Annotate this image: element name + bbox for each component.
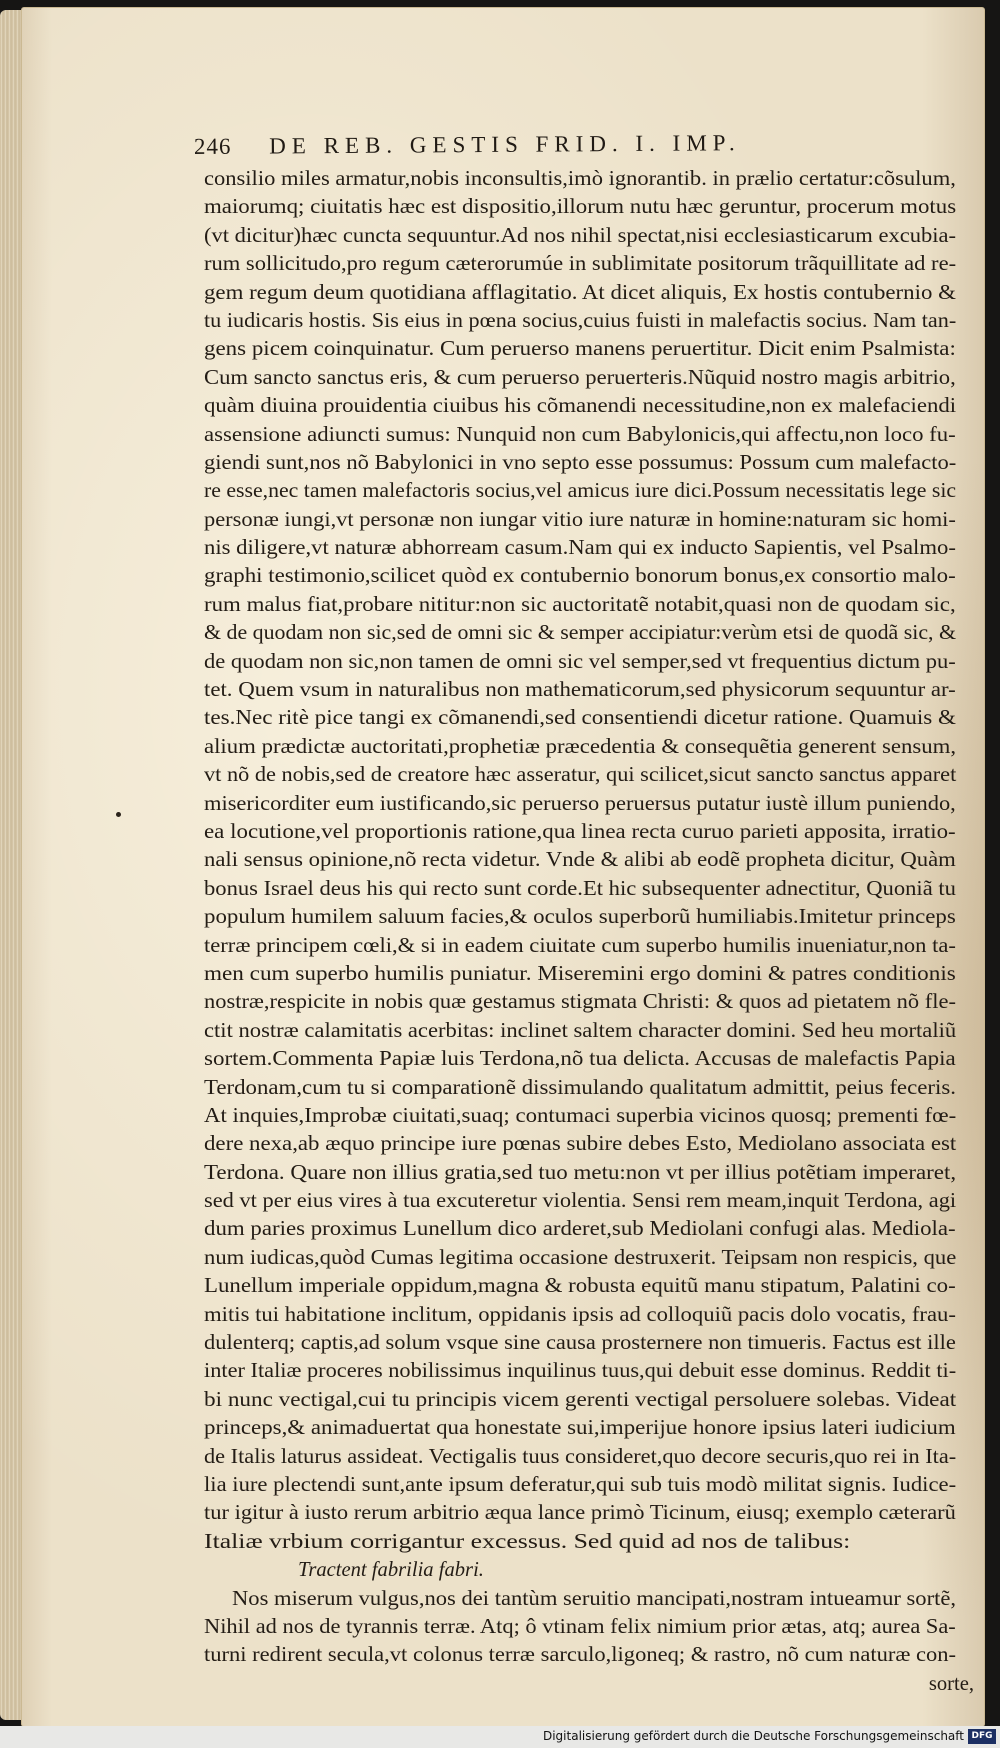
text-line: de quodam non sic,non tamen de omni sic vel semper,sed vt frequentius dictum pu- bbox=[204, 650, 956, 673]
page-number: 246 bbox=[193, 133, 232, 159]
text-line: graphi testimonio,scilicet quòd ex contubernio bonorum bonus,ex consortio malo- bbox=[204, 565, 956, 588]
text-line: rum sollicitudo,pro regum cæterorumúe in sublimitate positorum trãquillitate ad re- bbox=[204, 253, 957, 276]
body-text bbox=[204, 165, 974, 1698]
margin-mark bbox=[116, 812, 121, 817]
text-line: ctit nostræ calamitatis acerbitas: inclinet saltem character domini. Sed heu mortaliũ bbox=[204, 1019, 957, 1042]
text-line: sorte, bbox=[928, 1672, 974, 1695]
text-line: Terdonam,cum tu si comparationẽ dissimulando qualitatum admittit, peius feceris. bbox=[204, 1076, 956, 1099]
text-line: ea locutione,vel proportionis ratione,qua linea recta curuo parieti apposita, irratio- bbox=[204, 820, 956, 843]
text-line: misericorditer eum iustificando,sic peruerso peruersus putatur iustè illum puniendo, bbox=[204, 792, 956, 815]
text-line: bonus Israel deus his qui recto sunt corde.Et hic subsequenter adnectitur, Quoniã tu bbox=[204, 877, 956, 900]
text-line: At inquies,Improbæ ciuitati,suaq; contumaci superbia vicinos quosq; prementi fœ- bbox=[204, 1104, 957, 1127]
text-line: sed vt per eius vires à tua excuteretur violentia. Sensi rem meam,inquit Terdona, agi bbox=[204, 1190, 957, 1213]
text-line: gens picem coinquinatur. Cum peruerso manens peruertitur. Dicit enim Psalmista: bbox=[204, 338, 956, 361]
text-line: men cum superbo humilis puniatur. Miseremini ergo domini & patres conditionis bbox=[204, 962, 956, 985]
text-line: tes.Nec ritè pice tangi ex cõmanendi,sed consentiendi dicetur ratione. Quamuis & bbox=[204, 707, 956, 730]
text-line: bi nunc vectigal,cui tu principis vicem gerenti vectigal persoluere solebas. Videat bbox=[204, 1388, 957, 1411]
running-title: DE REB. GESTIS FRID. I. IMP. bbox=[269, 130, 741, 159]
text-line: nali sensus opinione,nõ recta videtur. Vnde & alibi ab eodẽ propheta dicitur, Quàm bbox=[204, 849, 956, 872]
text-line: de Italis laturus assideat. Vectigalis tuus consideret,quo decore securis,quo rei in Ita- bbox=[204, 1445, 957, 1468]
text-line: tet. Quem vsum in naturalibus non mathematicorum,sed physicorum sequuntur ar- bbox=[204, 679, 956, 702]
text-line: dum paries proximus Lunellum dico arderet,sub Mediolani confugi alas. Mediola- bbox=[204, 1218, 956, 1241]
text-line: giendi sunt,nos nõ Babylonici in vno septo esse possumus: Possum cum malefacto- bbox=[204, 451, 957, 474]
text-line: re esse,nec tamen malefactoris socius,vel amicus iure dici.Possum necessitatis lege sic bbox=[204, 480, 957, 503]
text-line: personæ iungi,vt personæ non iungar vitio iure naturæ in homine:naturam sic homi- bbox=[204, 508, 956, 531]
text-line: quàm diuina prouidentia ciuibus his cõmanendi necessitudine,non ex malefaciendi bbox=[204, 395, 957, 418]
text-line: gem regum deum quotidiana afflagitatio. At dicet aliquis, Ex hostis contubernio & bbox=[204, 281, 956, 304]
text-line: nostræ,respicite in nobis quæ gestamus stigmata Christi: & quos ad pietatem nõ fle- bbox=[204, 991, 956, 1014]
text-line: Lunellum imperiale oppidum,magna & robusta equitũ manu stipatum, Palatini co- bbox=[204, 1275, 956, 1298]
text-line: tur igitur à iusto rerum arbitrio æqua lance primò Ticinum, eiusq; exemplo cæterarũ bbox=[204, 1502, 956, 1525]
text-line: sortem.Commenta Papiæ luis Terdona,nõ tua delicta. Accusas de malefactis Papia bbox=[204, 1048, 956, 1071]
text-line: dulenterq; captis,ad solum vsque sine causa prosternere non timueris. Factus est ille bbox=[204, 1332, 956, 1355]
footer-bar bbox=[0, 1726, 1000, 1748]
funding-credit: Digitalisierung gefördert durch die Deutsche Forschungsgemeinschaft bbox=[542, 1729, 964, 1743]
text-line: Nos miserum vulgus,nos dei tantùm seruitio mancipati,nostram intueamur sortẽ, bbox=[232, 1587, 957, 1610]
quote-line: Tractent fabrilia fabri. bbox=[298, 1559, 484, 1582]
text-line: & de quodam non sic,sed de omni sic & semper accipiatur:verùm etsi de quodã sic, & bbox=[204, 622, 957, 645]
text-line: tu iudicaris hostis. Sis eius in pœna socius,cuius fuisti in malefactis socius. Nam tan- bbox=[204, 309, 957, 332]
text-line: alium prædictæ auctoritati,prophetiæ præcedentia & consequẽtia generent sensum, bbox=[204, 735, 957, 758]
text-line: num iudicas,quòd Cumas legitima occasione destruxerit. Teipsam non respicis, que bbox=[204, 1246, 957, 1269]
text-line: assensione adiuncti sumus: Nunquid non cum Babylonicis,qui affectu,non loco fu- bbox=[204, 423, 956, 446]
text-line: terræ principem cœli,& si in eadem ciuitate cum superbo humilis inueniatur,non ta- bbox=[204, 934, 956, 957]
text-line: Cum sancto sanctus eris, & cum peruerso peruerteris.Nũquid nostro magis arbitrio, bbox=[204, 366, 956, 389]
text-line: nis diligere,vt naturæ abhorream casum.Nam qui ex inducto Sapientis, vel Psalmo- bbox=[204, 537, 956, 560]
text-line: Italiæ vrbium corrigantur excessus. Sed quid ad nos de talibus: bbox=[204, 1530, 851, 1553]
text-line: turni redirent secula,vt colonus terræ sarculo,ligoneq; & rastro, nõ cum naturæ con- bbox=[204, 1644, 957, 1667]
text-line: rum malus fiat,probare nititur:non sic auctoritatẽ notabit,quasi non de quodam sic, bbox=[204, 593, 956, 616]
text-line: lia iure plectendi sunt,ante ipsum deferatur,qui sub tuis modò militat signis. Iudice- bbox=[204, 1473, 957, 1496]
text-line: Nihil ad nos de tyrannis terræ. Atq; ô vtinam felix nimium prior ætas, atq; aurea Sa- bbox=[204, 1615, 956, 1638]
running-head bbox=[194, 129, 954, 164]
text-line: (vt dicitur)hæc cuncta sequuntur.Ad nos nihil spectat,nisi ecclesiasticarum excubia- bbox=[204, 224, 957, 247]
text-line: princeps,& animaduertat qua honestate sui,imperijue honore ipsius lateri iudicium bbox=[204, 1417, 956, 1440]
text-line: consilio miles armatur,nobis inconsultis,imò ignorantib. in prælio certatur:cõsulum, bbox=[204, 168, 956, 190]
text-line: Terdona. Quare non illius gratia,sed tuo metu:non vt per illius potẽtiam imperaret, bbox=[204, 1161, 957, 1184]
text-line: maiorumq; ciuitatis hæc est dispositio,illorum nutu hæc geruntur, procerum motus bbox=[204, 196, 957, 219]
text-line: mitis tui habitatione inclitum, oppidanis ipsis ad colloquiũ pacis dolo vocatis, frau- bbox=[204, 1303, 956, 1326]
text-line: populum humilem saluum facies,& oculos superborũ humiliabis.Imitetur princeps bbox=[204, 906, 956, 929]
dfg-logo-icon: DFG bbox=[968, 1729, 996, 1744]
text-line: dere nexa,ab æquo principe iure pœnas subire debes Esto, Mediolano associata est bbox=[204, 1133, 957, 1156]
text-line: inter Italiæ proceres nobilissimus inquilinus tuus,qui debuit esse dominus. Reddit ti- bbox=[204, 1360, 957, 1383]
book-page-edges bbox=[0, 10, 22, 1720]
text-line: vt nõ de nobis,sed de creatore hæc asseratur, qui scilicet,sicut sancto sanctus apparet bbox=[204, 764, 957, 787]
